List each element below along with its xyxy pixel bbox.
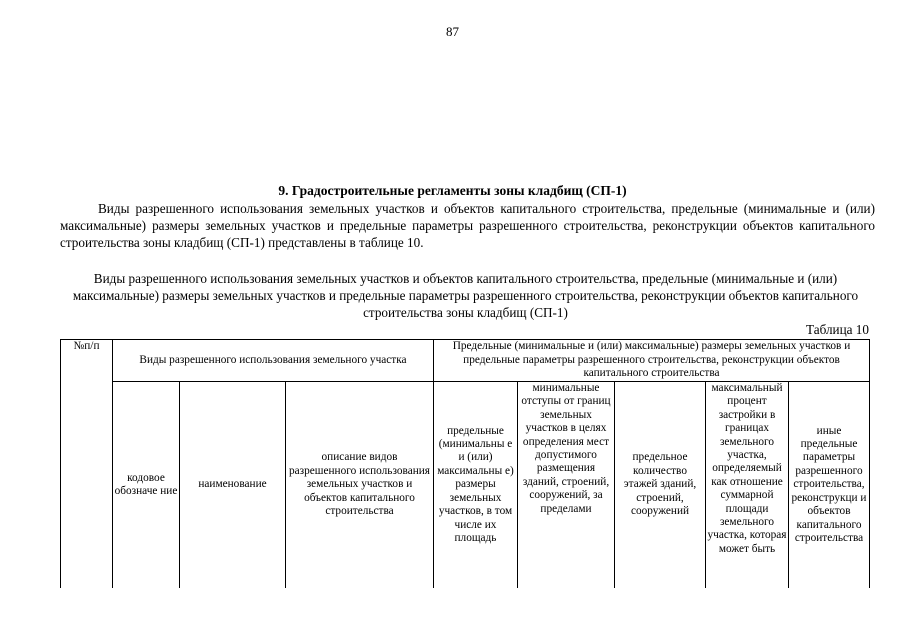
column-floor-count: предельное количество этажей зданий, строений, сооружений [615, 382, 706, 589]
column-min-setbacks-text: минимальные отступы от границ земельных участков в целях определения мест допустимого размещения зданий, строений, сооружений, за пределами [521, 382, 611, 515]
column-other-params: иные предельные параметры разрешенного строительства, реконструкци и объектов капитального строительства [789, 382, 870, 589]
section-heading: 9. Градостроительные регламенты зоны кладбищ (СП-1) [278, 183, 627, 198]
regulations-table [60, 339, 870, 588]
header-group-use: Виды разрешенного использования земельного участка [113, 340, 434, 382]
intro-paragraph: Виды разрешенного использования земельных участков и объектов капитального строительства, предельные (минимальные и (или) максимальные) размеры земельных участков и предельные параметры разрешенного строительства, реконструкции объектов капитального строительства зоны кладбищ (СП-1) представлены в таблице 10. [60, 201, 875, 250]
page-number: 87 [446, 24, 459, 39]
header-group-limits: Предельные (минимальные и (или) максимальные) размеры земельных участков и предельные параметры разрешенного строительства, реконструкции объектов капитального строительства [434, 340, 870, 382]
column-description: описание видов разрешенного использования земельных участков и объектов капитального строительства [286, 382, 434, 589]
column-max-coverage-text: максимальный процент застройки в границах земельного участка, определяемый как отношение суммарной площади земельного участка, которая может быть [707, 382, 787, 555]
column-min-setbacks [518, 382, 615, 589]
column-max-coverage [706, 382, 789, 589]
column-code: кодовое обозначе ние [113, 382, 180, 589]
table-caption: Виды разрешенного использования земельных участков и объектов капитального строительства, предельные (минимальные и (или) максимальные) размеры земельных участков и предельные параметры разрешенного строительства, реконструкции объектов капитального строительства зоны кладбищ (СП-1) [72, 271, 859, 320]
table-number: Таблица 10 [806, 322, 869, 337]
column-name: наименование [180, 382, 286, 589]
column-plot-size: предельные (минимальны е и (или) максимальны е) размеры земельных участков, в том числе их площадь [434, 382, 518, 589]
header-number: №п/п [61, 340, 113, 589]
table-header-row [61, 340, 870, 382]
table-subheader-row [61, 382, 870, 589]
